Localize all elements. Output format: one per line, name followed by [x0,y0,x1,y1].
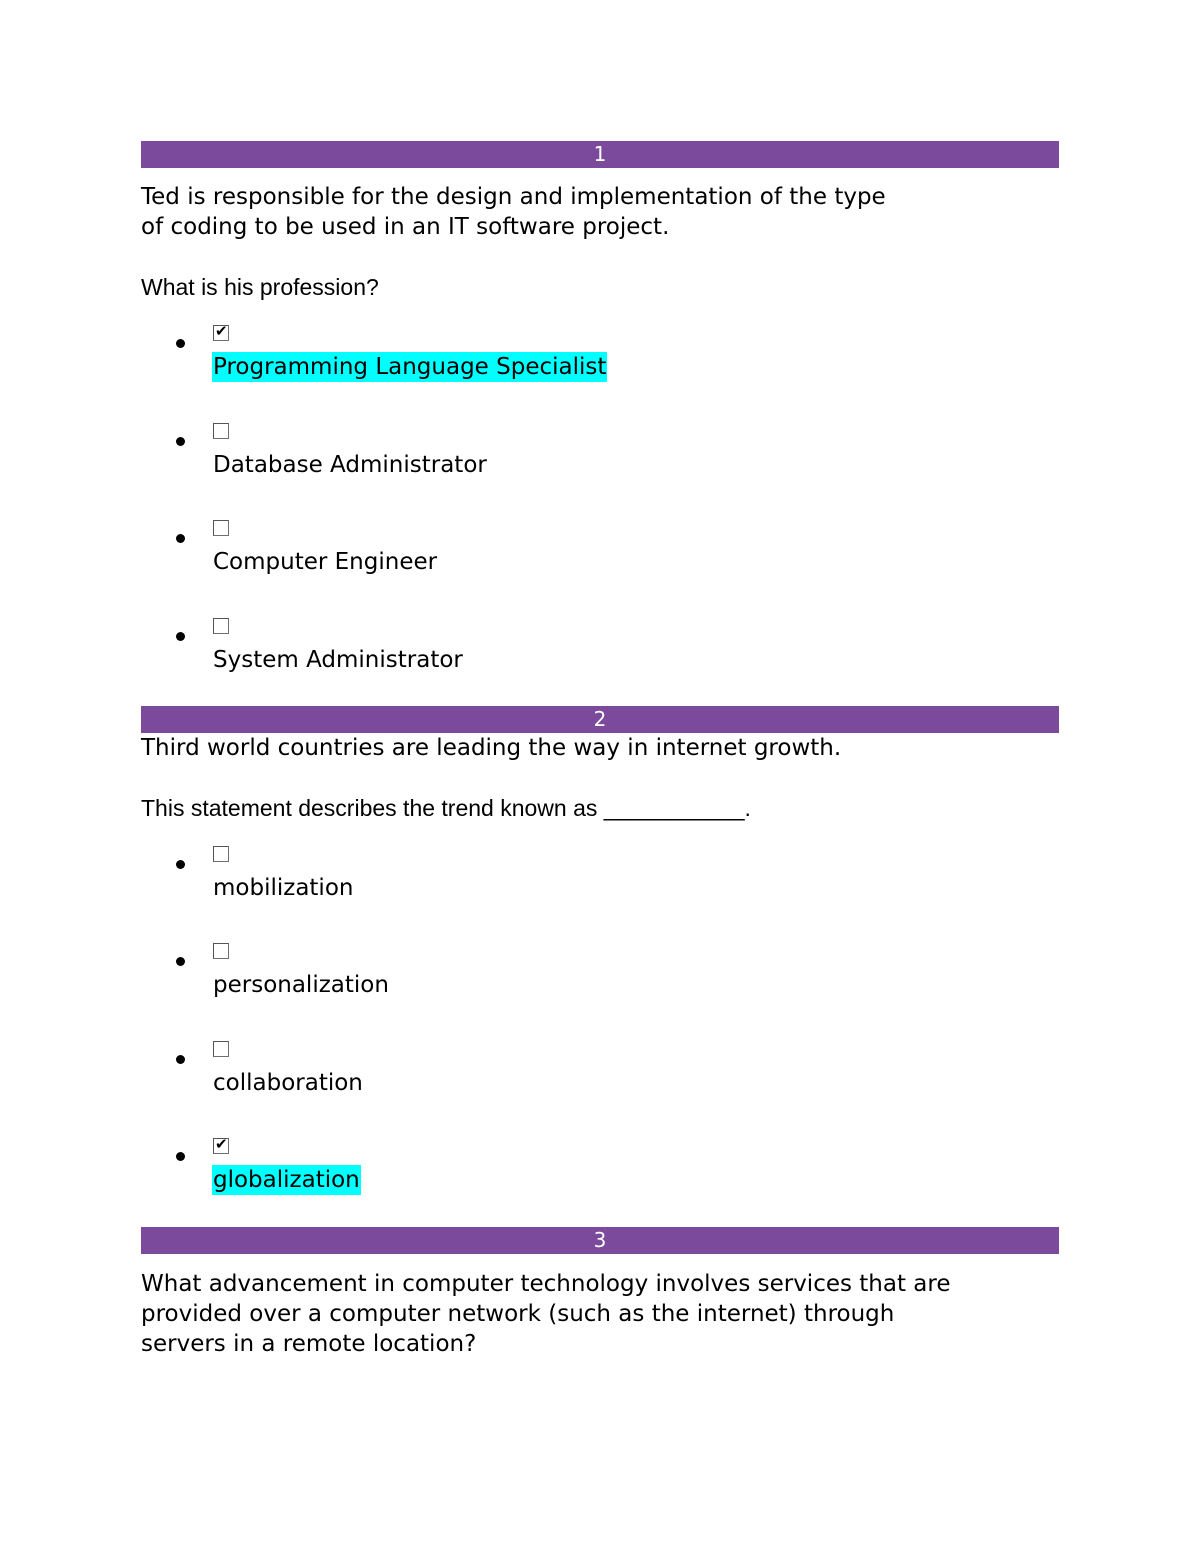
question-1-option-1[interactable] [0,322,1200,405]
bullet-icon [176,957,185,966]
bullet-icon [176,860,185,869]
question-1-header [141,141,1059,168]
checkbox-unchecked-icon[interactable] [213,846,229,862]
question-1-text-line-1: Ted is responsible for the design and implementation of the type [141,184,886,210]
question-2-header [141,706,1059,733]
question-2-option-1[interactable] [0,846,1200,926]
option-label: Database Administrator [213,452,487,478]
question-2-option-3[interactable] [0,1041,1200,1121]
bullet-icon [176,339,185,348]
option-label: System Administrator [213,647,463,673]
question-3-text-line-1: What advancement in computer technology involves services that are [141,1271,951,1297]
question-1-option-3[interactable] [0,520,1200,600]
option-label: personalization [213,972,389,998]
question-2-text-line-1: Third world countries are leading the way in internet growth. [141,735,842,761]
checkbox-checked-icon[interactable]: ✔ [215,1135,228,1153]
option-label: Computer Engineer [213,549,438,575]
question-3-header [141,1227,1059,1254]
question-3-text-line-2: provided over a computer network (such as the internet) through [141,1301,895,1327]
option-label: Programming Language Specialist [213,354,607,380]
question-1-text-line-2: of coding to be used in an IT software project. [141,214,670,240]
question-1-option-2[interactable] [0,423,1200,503]
option-label: mobilization [213,875,354,901]
checkbox-unchecked-icon[interactable] [213,943,229,959]
option-label: collaboration [213,1070,363,1096]
bullet-icon [176,1055,185,1064]
checkbox-unchecked-icon[interactable] [213,520,229,536]
checkbox-checked-icon[interactable]: ✔ [215,322,228,340]
bullet-icon [176,632,185,641]
question-2-number: 2 [593,707,607,731]
checkbox-unchecked-icon[interactable] [213,423,229,439]
question-3-text-line-3: servers in a remote location? [141,1331,477,1357]
bullet-icon [176,437,185,446]
question-1-number: 1 [593,142,607,166]
question-2-option-2[interactable] [0,943,1200,1023]
question-3-text [141,1269,1059,1359]
checkbox-unchecked-icon[interactable] [213,1041,229,1057]
checkbox-unchecked-icon[interactable] [213,618,229,634]
question-2-option-4[interactable] [0,1135,1200,1218]
option-label: globalization [213,1167,360,1193]
question-1-prompt: What is his profession? [141,274,379,300]
bullet-icon [176,1152,185,1161]
bullet-icon [176,534,185,543]
question-2-prompt: This statement describes the trend known as ___________. [141,795,751,821]
question-3-number: 3 [593,1228,607,1252]
question-2-text [141,733,1059,763]
question-1-text [141,182,1059,242]
question-1-option-4[interactable] [0,618,1200,698]
